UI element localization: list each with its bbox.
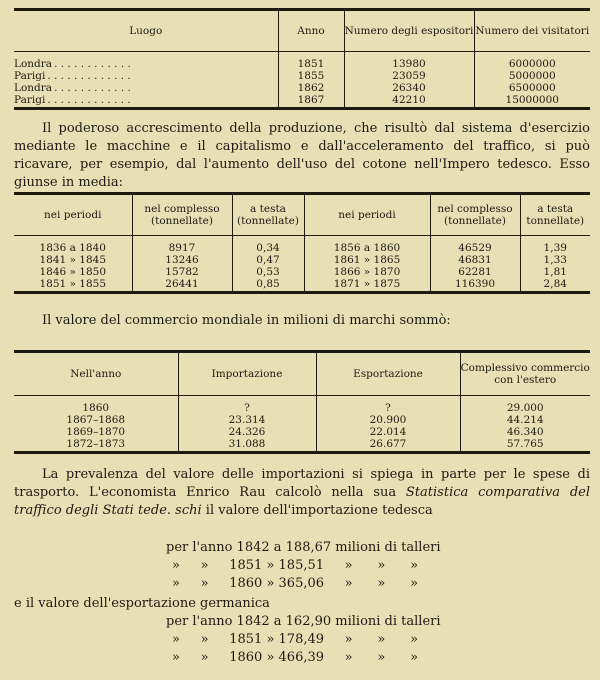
import-line-2: » » 1851 » 185,51 » » » — [172, 558, 419, 573]
import-cell: 23.314 — [178, 414, 316, 426]
year-cell: 1862 — [278, 82, 344, 94]
export-cell: 26.677 — [316, 438, 460, 450]
visitors-cell: 15000000 — [474, 94, 590, 106]
header-luogo: Luogo — [129, 25, 163, 37]
header-periodi-2: nei periodi — [304, 194, 430, 236]
paragraph-cotton: Il poderoso accrescimento della produzione, che risultò dal sistema d'esercizio mediante le macchine e il capitalismo e dall'acceleramento del traffico, si può ricavare, per esempio, dal l'aumento dell'uso del cotone nell'Impero tedesco. Esso giunse in media: — [14, 121, 590, 190]
table-row — [14, 82, 590, 94]
import-line-1: per l'anno 1842 a 188,67 milioni di talleri — [166, 540, 441, 555]
place-cell — [14, 70, 278, 82]
table-row — [14, 70, 590, 82]
header-testa-2: a testa tonnellate) — [520, 194, 590, 236]
place-name: Parigi — [14, 93, 46, 106]
import-cell: ? — [178, 402, 316, 414]
year-cell: 1860 — [82, 401, 110, 414]
place-cell — [14, 94, 278, 106]
total-cell: 13246 — [132, 254, 232, 266]
world-trade-table — [14, 350, 590, 454]
place-name: Londra — [14, 57, 53, 70]
export-cell: ? — [316, 402, 460, 414]
total-trade-cell: 57.765 — [460, 438, 590, 450]
total-trade-cell: 29.000 — [460, 402, 590, 414]
export-line-2: » » 1851 » 178,49 » » » — [172, 632, 419, 647]
total-cell: 8917 — [132, 242, 232, 254]
import-cell: 24.326 — [178, 426, 316, 438]
header-anno: Anno — [278, 10, 344, 52]
table-row — [14, 402, 590, 414]
visitors-cell: 6000000 — [474, 58, 590, 70]
period-cell: 1856 a 1860 — [304, 242, 430, 254]
leader-dots: . . . . . . . . . . . . — [54, 81, 131, 94]
header-importazione: Importazione — [178, 352, 316, 396]
per-head-cell: 0,47 — [232, 254, 304, 266]
header-testa-1: a testa (tonnellate) — [232, 194, 304, 236]
table-row — [14, 58, 590, 70]
per-head-cell: 2,84 — [520, 278, 590, 290]
exhibitors-cell: 23059 — [344, 70, 474, 82]
place-name: Parigi — [14, 69, 46, 82]
export-cell: 20.900 — [316, 414, 460, 426]
total-cell: 116390 — [430, 278, 520, 290]
cotton-table — [14, 192, 590, 294]
place-name: Londra — [14, 81, 53, 94]
place-cell — [14, 82, 278, 94]
leader-dots: . . . . . . . . . . . . . — [47, 93, 131, 106]
header-esportazione: Esportazione — [316, 352, 460, 396]
table-row — [14, 266, 590, 278]
per-head-cell: 1,33 — [520, 254, 590, 266]
year-cell: 1869–1870 — [66, 425, 126, 438]
paragraph-world-trade: Il valore del commercio mondiale in milioni di marchi sommò: — [42, 313, 451, 328]
export-line-3: » » 1860 » 466,39 » » » — [172, 650, 419, 665]
header-visitatori: Numero dei visitatori — [474, 10, 590, 52]
export-line-1: per l'anno 1842 a 162,90 milioni di talleri — [166, 614, 441, 629]
place-cell — [14, 58, 278, 70]
period-cell: 1866 » 1870 — [304, 266, 430, 278]
year-cell: 1851 — [278, 58, 344, 70]
per-head-cell: 0,85 — [232, 278, 304, 290]
header-complessivo: Complessivo commercio con l'estero — [460, 352, 590, 396]
table-row — [14, 254, 590, 266]
table-row — [14, 438, 590, 450]
period-cell: 1851 » 1855 — [39, 277, 107, 290]
header-complesso-2: nel complesso (tonnellate) — [430, 194, 520, 236]
total-cell: 46831 — [430, 254, 520, 266]
table-row — [14, 242, 590, 254]
year-cell: 1867 — [278, 94, 344, 106]
import-cell: 31.088 — [178, 438, 316, 450]
per-head-cell: 1,81 — [520, 266, 590, 278]
table-row — [14, 278, 590, 290]
year-cell: 1872–1873 — [66, 437, 126, 450]
total-trade-cell: 44.214 — [460, 414, 590, 426]
per-head-cell: 0,53 — [232, 266, 304, 278]
import-line-3: » » 1860 » 365,06 » » » — [172, 576, 419, 591]
period-cell: 1861 » 1865 — [304, 254, 430, 266]
period-cell: 1846 » 1850 — [39, 265, 107, 278]
total-trade-cell: 46.340 — [460, 426, 590, 438]
period-cell: 1871 » 1875 — [304, 278, 430, 290]
table-row — [14, 94, 590, 106]
exhibitors-cell: 42210 — [344, 94, 474, 106]
header-periodi-1: nei periodi — [44, 209, 102, 221]
period-cell: 1836 a 1840 — [39, 241, 106, 254]
paragraph-rau: La prevalenza del valore delle importazioni si spiega in parte per le spese di trasporto. L'economista Enrico Rau calcolò nella sua Statistica comparativa del traffico degli Stati tede. schi il valore dell'importazione tedesca — [14, 467, 591, 518]
visitors-cell: 6500000 — [474, 82, 590, 94]
total-cell: 26441 — [132, 278, 232, 290]
export-cell: 22.014 — [316, 426, 460, 438]
total-cell: 62281 — [430, 266, 520, 278]
table-row — [14, 414, 590, 426]
year-cell: 1855 — [278, 70, 344, 82]
table-row — [14, 426, 590, 438]
leader-dots: . . . . . . . . . . . . — [54, 57, 131, 70]
year-cell: 1867–1868 — [66, 413, 126, 426]
total-cell: 46529 — [430, 242, 520, 254]
total-cell: 15782 — [132, 266, 232, 278]
period-cell: 1841 » 1845 — [39, 253, 107, 266]
per-head-cell: 0,34 — [232, 242, 304, 254]
header-espositori: Numero degli espositori — [344, 10, 474, 52]
header-anno: Nell'anno — [70, 368, 122, 380]
header-complesso-1: nel complesso (tonnellate) — [132, 194, 232, 236]
per-head-cell: 1,39 — [520, 242, 590, 254]
exhibitors-cell: 26340 — [344, 82, 474, 94]
visitors-cell: 5000000 — [474, 70, 590, 82]
export-intro: e il valore dell'esportazione germanica — [14, 596, 270, 611]
exhibitions-table — [14, 8, 590, 110]
exhibitors-cell: 13980 — [344, 58, 474, 70]
leader-dots: . . . . . . . . . . . . . — [47, 69, 131, 82]
